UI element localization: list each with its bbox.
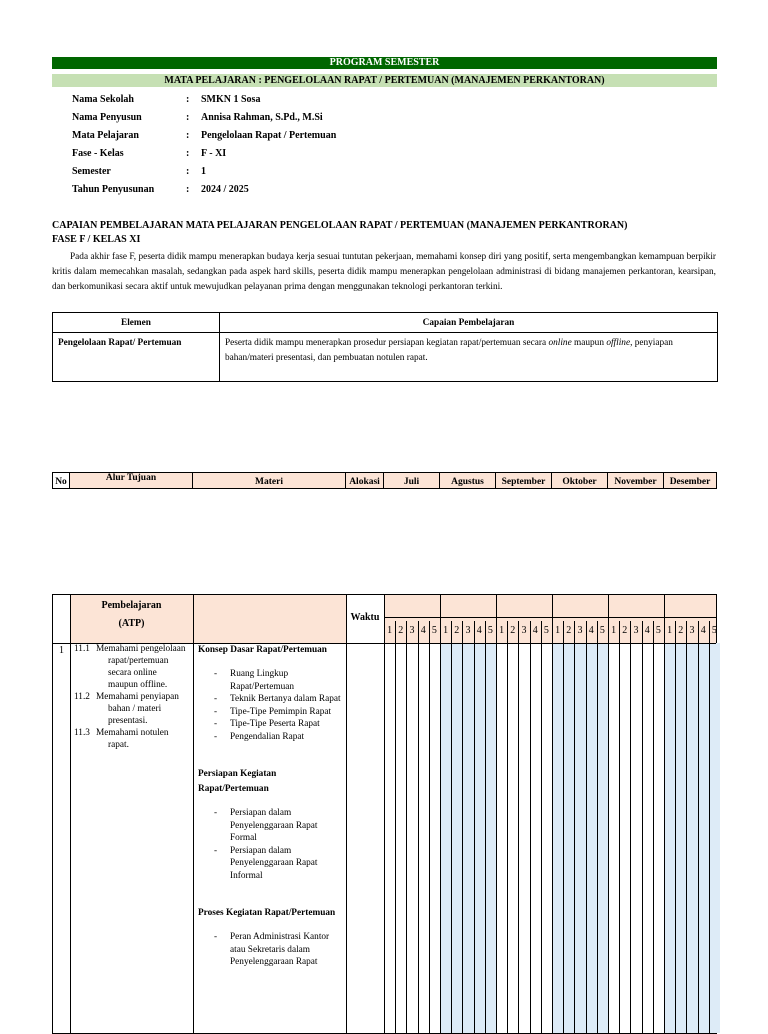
cp-capaian-online: online bbox=[548, 338, 572, 348]
info-value: SMKN 1 Sosa bbox=[201, 94, 261, 105]
week-label: 2 bbox=[678, 625, 684, 636]
cp-heading bbox=[52, 219, 722, 247]
month-line bbox=[552, 595, 553, 1033]
row-line bbox=[384, 617, 716, 618]
info-row bbox=[72, 110, 336, 128]
week-line bbox=[395, 621, 396, 1033]
month-line bbox=[608, 595, 609, 1033]
week-label: 1 bbox=[387, 625, 393, 636]
info-row bbox=[72, 92, 336, 110]
week-line bbox=[653, 621, 654, 1033]
strip-alokasi: Alokasi bbox=[346, 473, 384, 488]
info-key: Mata Pelajaran bbox=[72, 130, 139, 141]
week-label: 2 bbox=[454, 625, 460, 636]
info-key: Nama Sekolah bbox=[72, 94, 134, 105]
cp-elemen: Pengelolaan Rapat/ Pertemuan bbox=[53, 333, 220, 382]
schedule-grid bbox=[52, 594, 717, 1034]
atp-num: 11.3 bbox=[74, 728, 90, 738]
week-line bbox=[563, 621, 564, 1033]
materi-item: - Pengendalian Rapat bbox=[198, 731, 343, 744]
week-label: 4 bbox=[588, 625, 594, 636]
atp-num: 11.1 bbox=[74, 644, 90, 654]
column-line bbox=[70, 595, 71, 1033]
week-label: 3 bbox=[633, 625, 639, 636]
cp-table bbox=[52, 312, 718, 382]
week-label: 3 bbox=[689, 625, 695, 636]
strip-month: Agustus bbox=[440, 473, 496, 488]
atp-item bbox=[74, 643, 186, 691]
cp-capaian-offline: offline bbox=[606, 338, 631, 348]
week-label: 1 bbox=[555, 625, 561, 636]
strip-month: Oktober bbox=[552, 473, 608, 488]
row-line bbox=[53, 643, 716, 644]
column-line bbox=[384, 595, 385, 1033]
materi-item: - Teknik Bertanya dalam Rapat bbox=[198, 693, 343, 706]
week-line bbox=[541, 621, 542, 1033]
grid-head-atp: (ATP) bbox=[118, 618, 145, 629]
strip-no: No bbox=[53, 473, 70, 488]
week-label: 4 bbox=[532, 625, 538, 636]
cp-paragraph: Pada akhir fase F, peserta didik mampu menerapkan budaya kerja sesuai tuntutan pekerjaan, memahami konsep diri yang positif, serta mengembangkan kemampuan berpikir kritis dalam memecahkan masalah, sedangkan pada aspek hard skills, peserta didik mampu menerapkan pengelolaan administrasi di bidang manajemen perkantoran, kearsipan, dan berkomunikasi secara aktif untuk mewujudkan pelayanan prima dengan menggunakan teknologi perkantoran terkini. bbox=[52, 252, 716, 292]
week-label: 4 bbox=[644, 625, 650, 636]
week-line bbox=[451, 621, 452, 1033]
week-line bbox=[462, 621, 463, 1033]
schedule-header-strip bbox=[52, 472, 717, 489]
month-shade bbox=[664, 643, 720, 1033]
materi-item: - Peran Administrasi Kantor atau Sekretaris dalam Penyelenggaraan Rapat bbox=[198, 931, 343, 969]
week-line bbox=[597, 621, 598, 1033]
week-label: 1 bbox=[443, 625, 449, 636]
info-key: Tahun Penyusunan bbox=[72, 184, 155, 195]
atp-text: Memahami penyiapan bahan / materi presentasi. bbox=[96, 692, 179, 726]
week-line bbox=[675, 621, 676, 1033]
month-shade bbox=[552, 643, 608, 1033]
week-line bbox=[518, 621, 519, 1033]
info-value: Pengelolaan Rapat / Pertemuan bbox=[201, 130, 337, 141]
week-label: 5 bbox=[543, 625, 549, 636]
atp-text: Memahami pengelolaan rapat/pertemuan secara online maupun offline. bbox=[96, 644, 186, 690]
atp-item bbox=[74, 691, 186, 727]
week-label: 4 bbox=[476, 625, 482, 636]
materi-section-title: Konsep Dasar Rapat/Pertemuan bbox=[198, 645, 327, 655]
strip-month: Juli bbox=[384, 473, 440, 488]
week-label: 4 bbox=[700, 625, 706, 636]
week-label: 2 bbox=[622, 625, 628, 636]
cp-capaian-text: Peserta didik mampu menerapkan prosedur persiapan kegiatan rapat/pertemuan secara bbox=[225, 338, 549, 348]
cp-capaian bbox=[220, 333, 718, 382]
materi-item: - Persiapan dalam Penyelenggaraan Rapat Informal bbox=[198, 845, 343, 883]
atp-num: 11.2 bbox=[74, 692, 90, 702]
week-line bbox=[485, 621, 486, 1033]
week-label: 1 bbox=[499, 625, 505, 636]
cp-col-elemen: Elemen bbox=[53, 313, 220, 333]
atp-list bbox=[74, 643, 186, 751]
week-label: 5 bbox=[487, 625, 493, 636]
column-line bbox=[346, 595, 347, 1033]
week-label: 5 bbox=[711, 625, 717, 636]
info-colon: : bbox=[186, 130, 190, 141]
info-colon: : bbox=[186, 112, 190, 123]
info-row bbox=[72, 164, 336, 182]
cp-col-capaian: Capaian Pembelajaran bbox=[220, 313, 718, 333]
info-value: 1 bbox=[201, 166, 206, 177]
week-line bbox=[574, 621, 575, 1033]
cp-heading-line2: FASE F / KELAS XI bbox=[52, 234, 141, 245]
info-colon: : bbox=[186, 184, 190, 195]
week-line bbox=[698, 621, 699, 1033]
materi-section-title: Persiapan Kegiatan Rapat/Pertemuan bbox=[198, 769, 277, 794]
strip-month: Desember bbox=[664, 473, 716, 488]
info-key: Nama Penyusun bbox=[72, 112, 142, 123]
atp-text: Memahami notulen rapat. bbox=[96, 728, 169, 750]
info-colon: : bbox=[186, 166, 190, 177]
week-label: 2 bbox=[398, 625, 404, 636]
info-value: 2024 / 2025 bbox=[201, 184, 249, 195]
month-line bbox=[664, 595, 665, 1033]
page-subtitle: MATA PELAJARAN : PENGELOLAAN RAPAT / PERTEMUAN (MANAJEMEN PERKANTORAN) bbox=[52, 74, 717, 87]
week-line bbox=[709, 621, 710, 1033]
info-key: Semester bbox=[72, 166, 111, 177]
week-line bbox=[586, 621, 587, 1033]
month-line bbox=[496, 595, 497, 1033]
column-line bbox=[193, 595, 194, 1033]
strip-month: September bbox=[496, 473, 552, 488]
info-row bbox=[72, 146, 336, 164]
grid-head-waktu: Waktu bbox=[350, 612, 380, 623]
materi-list bbox=[198, 643, 343, 969]
week-line bbox=[619, 621, 620, 1033]
info-value: Annisa Rahman, S.Pd., M.Si bbox=[201, 112, 323, 123]
week-label: 1 bbox=[611, 625, 617, 636]
week-line bbox=[418, 621, 419, 1033]
strip-alur: Alur Tujuan bbox=[70, 473, 193, 488]
info-key: Fase - Kelas bbox=[72, 148, 124, 159]
cp-capaian-text: , penyiapan bahan/materi presentasi, dan pembuatan notulen rapat. bbox=[225, 338, 673, 363]
week-label: 4 bbox=[420, 625, 426, 636]
materi-item: - Tipe-Tipe Peserta Rapat bbox=[198, 718, 343, 731]
week-label: 2 bbox=[510, 625, 516, 636]
week-label: 3 bbox=[577, 625, 583, 636]
materi-section-title: Proses Kegiatan Rapat/Pertemuan bbox=[198, 908, 336, 918]
grid-head-pembelajaran: Pembelajaran bbox=[101, 600, 162, 611]
week-line bbox=[406, 621, 407, 1033]
info-row bbox=[72, 182, 336, 200]
week-line bbox=[530, 621, 531, 1033]
week-line bbox=[630, 621, 631, 1033]
cp-capaian-text: maupun bbox=[571, 338, 607, 348]
materi-item: - Ruang Lingkup Rapat/Pertemuan bbox=[198, 668, 343, 693]
week-line bbox=[686, 621, 687, 1033]
strip-month: November bbox=[608, 473, 664, 488]
info-value: F - XI bbox=[201, 148, 227, 159]
week-label: 5 bbox=[431, 625, 437, 636]
week-label: 3 bbox=[409, 625, 415, 636]
month-line bbox=[440, 595, 441, 1033]
week-label: 5 bbox=[599, 625, 605, 636]
header-bg-materi bbox=[193, 595, 346, 643]
week-label: 3 bbox=[521, 625, 527, 636]
week-line bbox=[474, 621, 475, 1033]
info-colon: : bbox=[186, 94, 190, 105]
page-title: PROGRAM SEMESTER bbox=[52, 57, 717, 69]
week-label: 2 bbox=[566, 625, 572, 636]
week-label: 3 bbox=[465, 625, 471, 636]
week-line bbox=[429, 621, 430, 1033]
week-label: 5 bbox=[655, 625, 661, 636]
cp-heading-line1: CAPAIAN PEMBELAJARAN MATA PELAJARAN PENGELOLAAN RAPAT / PERTEMUAN (MANAJEMEN PERKANTRORAN) bbox=[52, 220, 628, 231]
row-number: 1 bbox=[59, 645, 64, 656]
info-block bbox=[72, 92, 336, 200]
week-line bbox=[642, 621, 643, 1033]
strip-materi: Materi bbox=[193, 473, 346, 488]
week-line bbox=[507, 621, 508, 1033]
info-colon: : bbox=[186, 148, 190, 159]
materi-item: - Tipe-Tipe Pemimpin Rapat bbox=[198, 706, 343, 719]
materi-item: - Persiapan dalam Penyelenggaraan Rapat Formal bbox=[198, 807, 343, 845]
atp-item bbox=[74, 727, 186, 751]
info-row bbox=[72, 128, 336, 146]
month-shade bbox=[440, 643, 496, 1033]
week-label: 1 bbox=[667, 625, 673, 636]
